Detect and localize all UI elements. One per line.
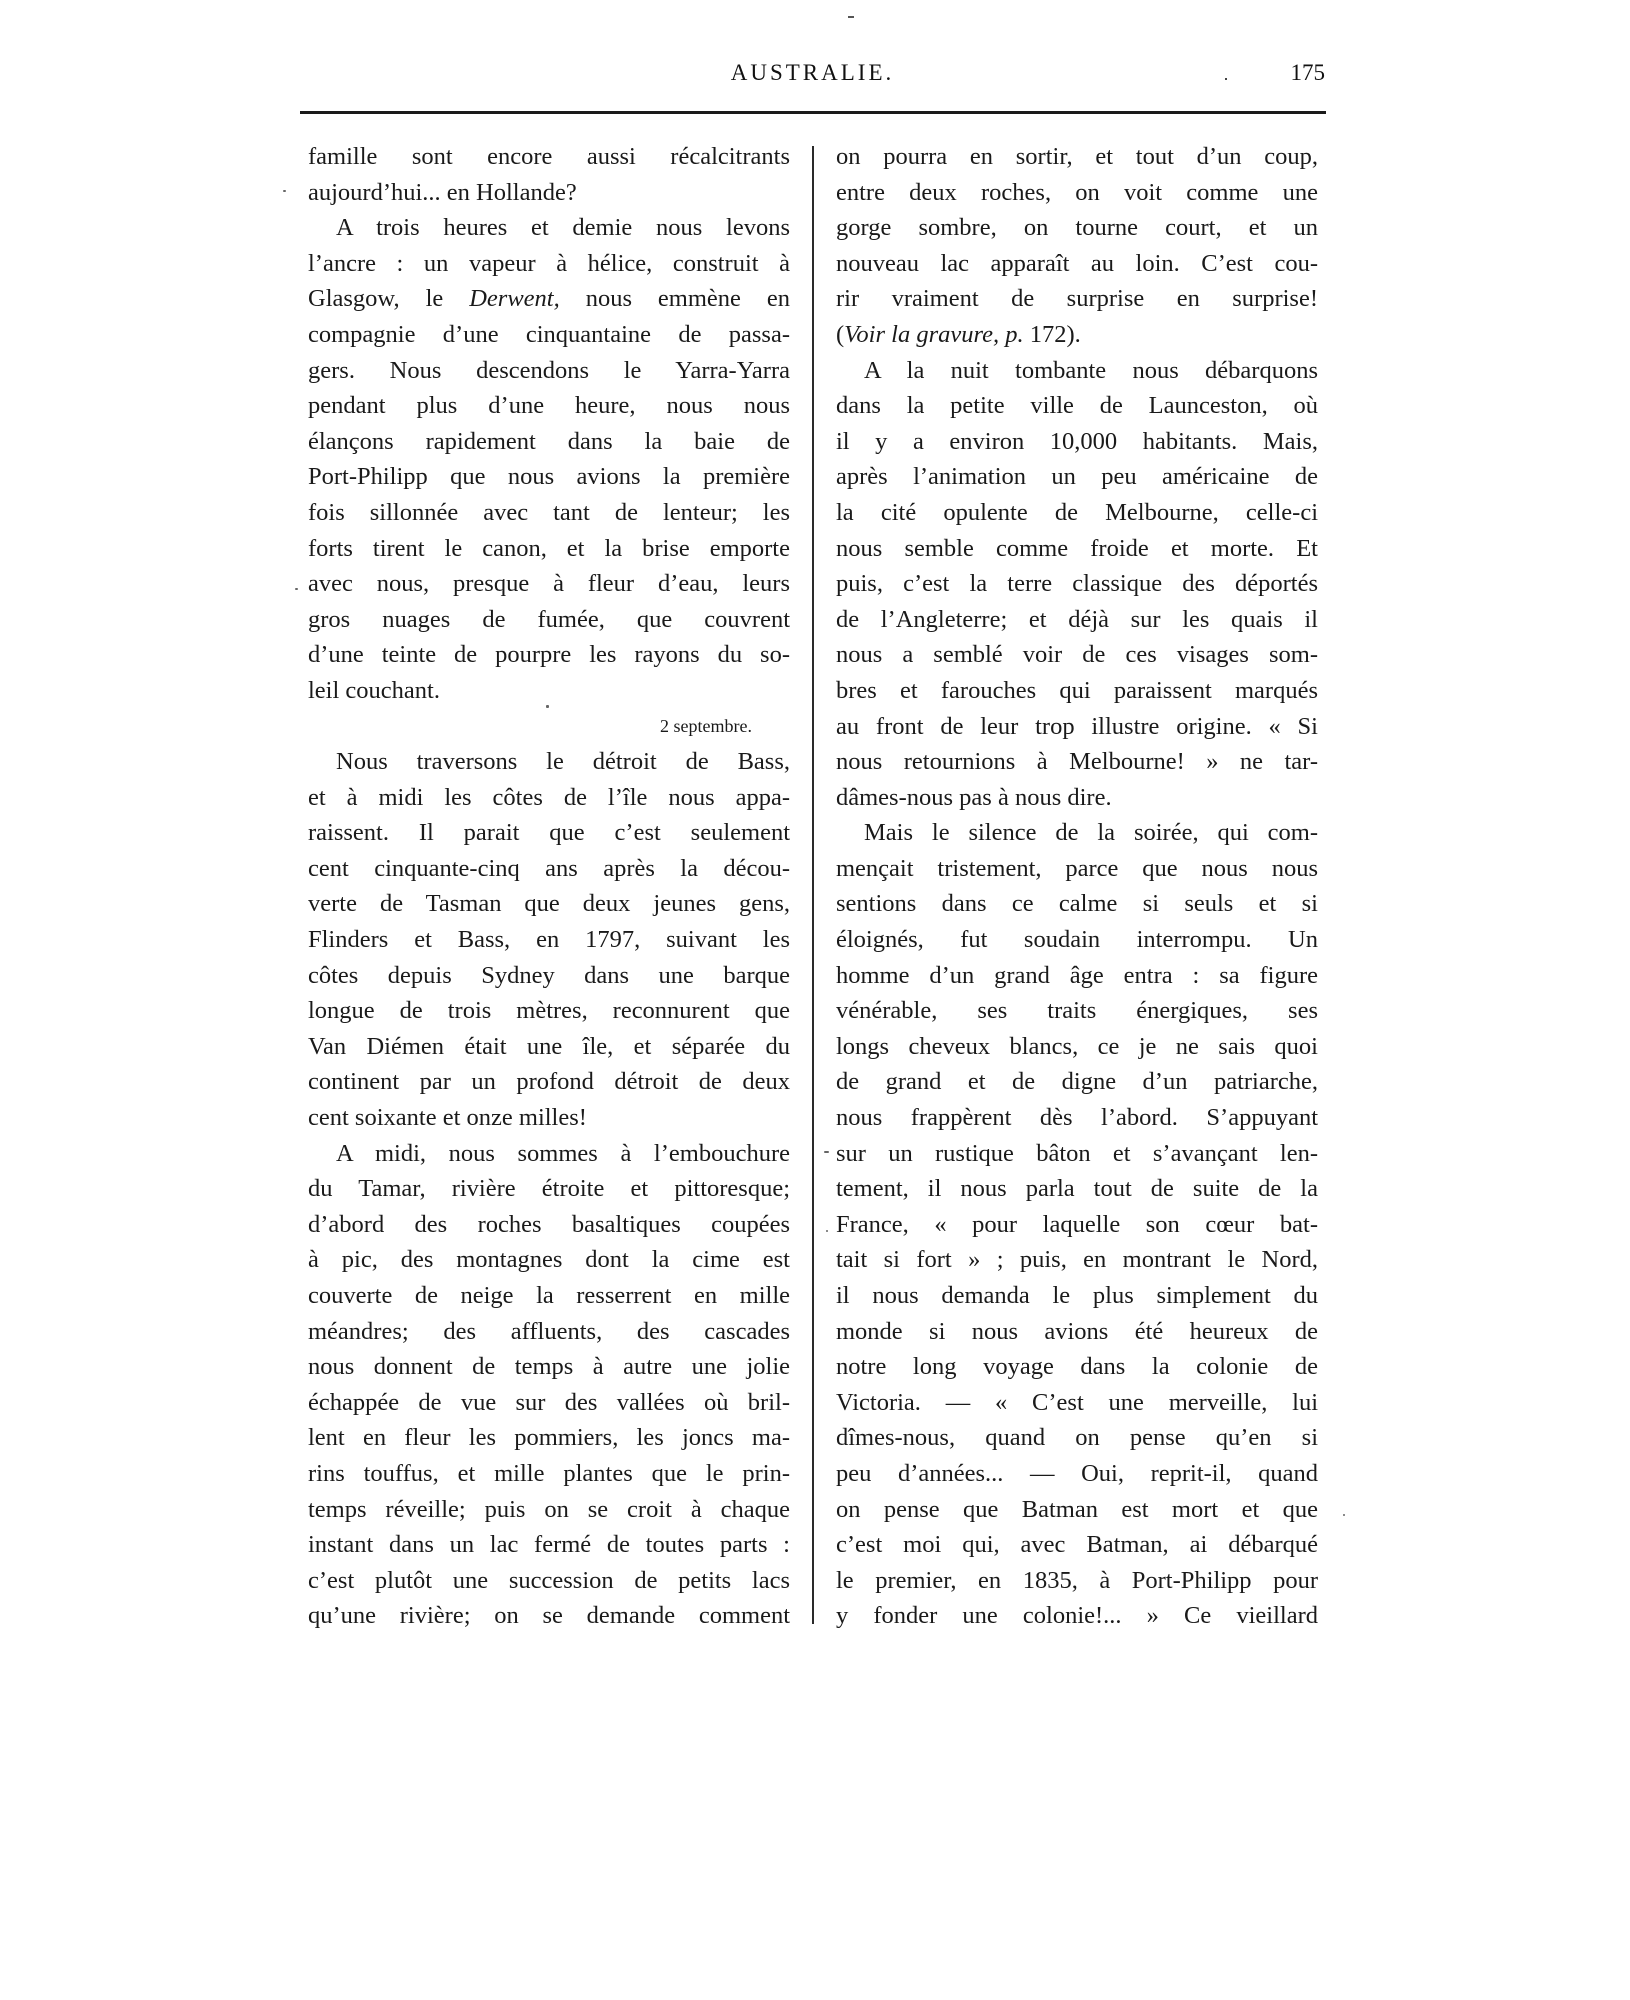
text-line: après l’animation un peu américaine de — [836, 463, 1318, 491]
scan-speck — [295, 588, 298, 590]
text-line: bres et farouches qui paraissent marqués — [836, 676, 1318, 704]
scan-speck — [1343, 1514, 1345, 1516]
text-line: leil couchant. — [308, 676, 440, 704]
scan-mark — [848, 16, 854, 18]
text-line: le premier, en 1835, à Port-Philipp pour — [836, 1566, 1318, 1594]
text-line: nous donnent de temps à autre une jolie — [308, 1353, 790, 1381]
text-line: Flinders et Bass, en 1797, suivant les — [308, 926, 790, 954]
text-line: puis, c’est la terre classique des déportés — [836, 570, 1318, 598]
column-divider — [812, 146, 814, 1624]
text-line: nous retournions à Melbourne! » ne tar- — [836, 748, 1318, 776]
text-line: verte de Tasman que deux jeunes gens, — [308, 890, 790, 918]
text-line: peu d’années... — Oui, reprit-il, quand — [836, 1459, 1318, 1487]
text-line: dîmes-nous, quand on pense qu’en si — [836, 1424, 1318, 1452]
text-line: mençait tristement, parce que nous nous — [836, 854, 1318, 882]
scan-speck — [546, 705, 549, 708]
text-line: il y a environ 10,000 habitants. Mais, — [836, 427, 1318, 455]
paragraph-start-line: Nous traversons le détroit de Bass, — [336, 748, 790, 776]
text-line: de l’Angleterre; et déjà sur les quais il — [836, 605, 1318, 633]
paragraph-start-line: A la nuit tombante nous débarquons — [864, 356, 1318, 384]
text-line: longue de trois mètres, reconnurent que — [308, 997, 790, 1025]
text-line: raissent. Il parait que c’est seulement — [308, 819, 790, 847]
text-line: compagnie d’une cinquantaine de passa- — [308, 320, 790, 348]
paren-close: ). — [1066, 320, 1081, 348]
scan-speck — [1225, 78, 1227, 80]
text-line: d’une teinte de pourpre les rayons du so- — [308, 641, 790, 669]
text-line: tait si fort » ; puis, en montrant le Nord, — [836, 1246, 1318, 1274]
text-line: et à midi les côtes de l’île nous appa- — [308, 783, 790, 811]
text-line: longs cheveux blancs, ce je ne sais quoi — [836, 1032, 1318, 1060]
text-line: nous a semblé voir de ces visages som- — [836, 641, 1318, 669]
text-line: entre deux roches, on voit comme une — [836, 178, 1318, 206]
text-line: Van Diémen était une île, et séparée du — [308, 1032, 790, 1060]
paragraph-start-line: Mais le silence de la soirée, qui com- — [864, 819, 1318, 847]
text-line — [308, 281, 790, 317]
text-line: on pourra en sortir, et tout d’un coup, — [836, 143, 1318, 170]
text-line: cent cinquante-cinq ans après la décou- — [308, 854, 790, 882]
text-line: temps réveille; puis on se croit à chaque — [308, 1495, 790, 1523]
text-line: dâmes-nous pas à nous dire. — [836, 783, 1112, 811]
text-line: instant dans un lac fermé de toutes parts : — [308, 1531, 790, 1559]
text-line: dans la petite ville de Launceston, où — [836, 392, 1318, 420]
paragraph-start-line: A trois heures et demie nous levons — [336, 214, 790, 242]
text-line: lent en fleur les pommiers, les joncs ma- — [308, 1424, 790, 1452]
text-line: nouveau lac apparaît au loin. C’est cou- — [836, 249, 1318, 277]
figure-reference — [836, 317, 1318, 353]
scan-speck — [826, 1230, 828, 1232]
text-line: monde si nous avions été heureux de — [836, 1317, 1318, 1345]
text-line: d’abord des roches basaltiques coupées — [308, 1210, 790, 1238]
text-line: il nous demanda le plus simplement du — [836, 1282, 1318, 1309]
dateline: 2 septembre. — [660, 715, 752, 736]
text-line: élançons rapidement dans la baie de — [308, 427, 790, 455]
left-column — [308, 139, 790, 1634]
figure-ref-page: 172 — [1023, 320, 1067, 348]
text-line: France, « pour laquelle son cœur bat- — [836, 1210, 1318, 1238]
text-line: qu’une rivière; on se demande comment — [308, 1602, 790, 1630]
text-line: gros nuages de fumée, que couvrent — [308, 605, 790, 633]
right-column — [836, 139, 1318, 1634]
text-line: homme d’un grand âge entra : sa figure — [836, 961, 1318, 989]
text-line: la cité opulente de Melbourne, celle-ci — [836, 498, 1318, 526]
text-line: gers. Nous descendons le Yarra-Yarra — [308, 356, 790, 384]
text-line: notre long voyage dans la colonie de — [836, 1353, 1318, 1381]
text-line: au front de leur trop illustre origine. « Si — [836, 712, 1318, 740]
running-head — [300, 56, 1325, 96]
text-line: nous frappèrent dès l’abord. S’appuyant — [836, 1104, 1318, 1132]
text-line: y fonder une colonie!... » Ce vieillard — [836, 1602, 1318, 1630]
text-line: sentions dans ce calme si seuls et si — [836, 890, 1318, 918]
text-line: rir vraiment de surprise en surprise! — [836, 285, 1318, 313]
text-line: vénérable, ses traits énergiques, ses — [836, 997, 1318, 1025]
text-fragment: nous emmène en — [559, 285, 790, 313]
text-line: tement, il nous parla tout de suite de la — [836, 1175, 1318, 1203]
text-line: nous semble comme froide et morte. Et — [836, 534, 1318, 562]
text-line: Victoria. — « C’est une merveille, lui — [836, 1388, 1318, 1416]
text-line: éloignés, fut soudain interrompu. Un — [836, 926, 1318, 954]
text-line: de grand et de digne d’un patriarche, — [836, 1068, 1318, 1096]
text-line: c’est plutôt une succession de petits lacs — [308, 1566, 790, 1594]
text-line: l’ancre : un vapeur à hélice, construit à — [308, 249, 790, 277]
text-line: famille sont encore aussi récalcitrants — [308, 143, 790, 170]
text-line: avec nous, presque à fleur d’eau, leurs — [308, 570, 790, 598]
text-line: du Tamar, rivière étroite et pittoresque; — [308, 1175, 790, 1203]
paren-open: ( — [836, 320, 845, 348]
running-title: AUSTRALIE. — [730, 60, 895, 85]
text-line: continent par un profond détroit de deux — [308, 1068, 790, 1096]
text-line: à pic, des montagnes dont la cime est — [308, 1246, 790, 1274]
text-line: couverte de neige la resserrent en mille — [308, 1282, 790, 1309]
scan-speck — [283, 190, 286, 192]
text-line: côtes depuis Sydney dans une barque — [308, 961, 790, 989]
text-line: forts tirent le canon, et la brise emporte — [308, 534, 790, 562]
text-line: gorge sombre, on tourne court, et un — [836, 214, 1318, 242]
text-line: c’est moi qui, avec Batman, ai débarqué — [836, 1531, 1318, 1559]
paragraph-start-line: A midi, nous sommes à l’embouchure — [336, 1139, 790, 1167]
text-line: cent soixante et onze milles! — [308, 1104, 587, 1132]
text-line: pendant plus d’une heure, nous nous — [308, 392, 790, 420]
text-line: fois sillonnée avec tant de lenteur; les — [308, 498, 790, 526]
text-line: sur un rustique bâton et s’avançant len- — [836, 1139, 1318, 1167]
ship-name-italic: Derwent, — [469, 285, 560, 313]
header-rule — [300, 111, 1326, 114]
page-number: 175 — [1290, 60, 1325, 85]
text-line: méandres; des affluents, des cascades — [308, 1317, 790, 1345]
text-line: Port-Philipp que nous avions la première — [308, 463, 790, 491]
text-line: rins touffus, et mille plantes que le prin- — [308, 1459, 790, 1487]
scan-speck — [824, 1151, 829, 1153]
text-line: échappée de vue sur des vallées où bril- — [308, 1388, 790, 1416]
text-line: aujourd’hui... en Hollande? — [308, 178, 577, 206]
text-line: on pense que Batman est mort et que — [836, 1495, 1318, 1523]
figure-ref-italic: Voir la gravure, p. — [844, 320, 1024, 348]
text-fragment: Glasgow, le — [308, 285, 470, 313]
